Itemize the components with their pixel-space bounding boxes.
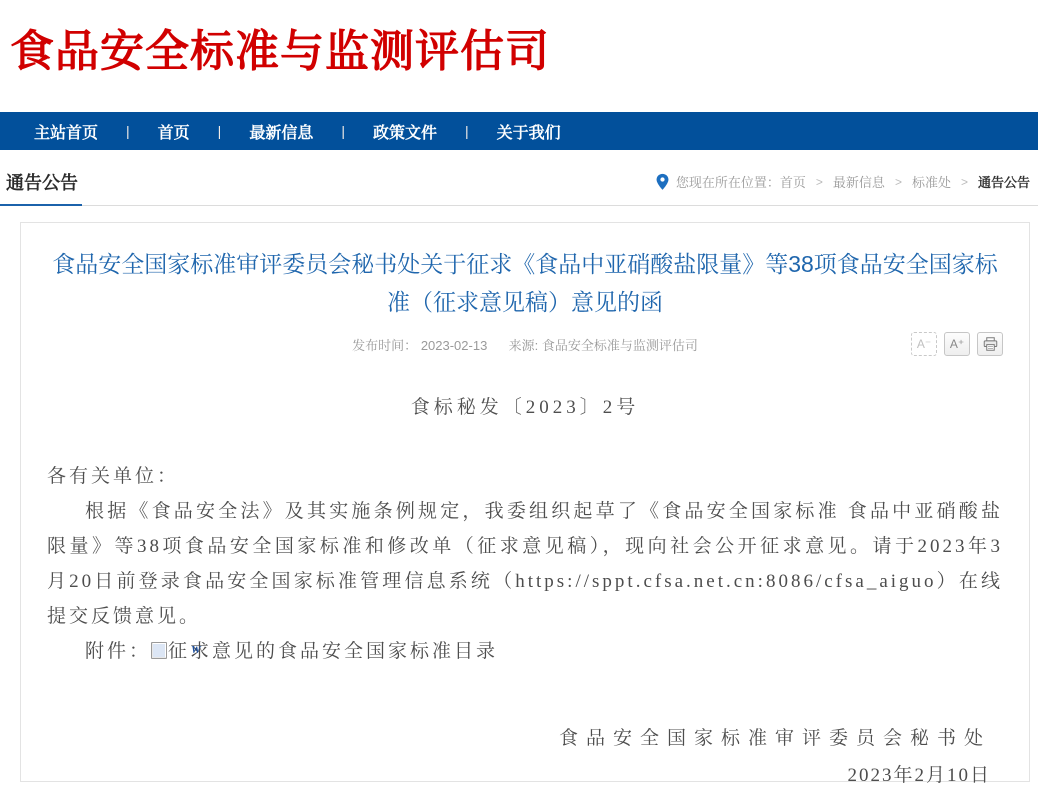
breadcrumb-latest-news[interactable]: 最新信息 <box>832 175 885 190</box>
article-meta <box>45 334 1005 358</box>
signature-block <box>47 721 1003 793</box>
breadcrumb-bar <box>0 150 1038 206</box>
nav-item-home[interactable]: 首页 <box>157 124 190 142</box>
nav-item-main-home[interactable]: 主站首页 <box>34 124 99 142</box>
paragraph: 根据《食品安全法》及其实施条例规定，我委组织起草了《食品安全国家标准 食品中亚硝酸盐限量》等38项食品安全国家标准和修改单（征求意见稿），现向社会公开征求意见。请于2023年3月20日前登录食品安全国家标准管理信息系统（https://sppt.cfsa.net.cn:8086/cfsa_aiguo）在线提交反馈意见。 <box>47 501 1003 627</box>
publish-time-label: 发布时间： <box>352 338 418 353</box>
breadcrumb-separator: > <box>894 174 902 189</box>
document-number: 食标秘发〔2023〕2号 <box>410 397 640 418</box>
attachment-label: 附件： <box>85 641 152 662</box>
nav-separator: | <box>341 123 345 139</box>
nav-item-about-us[interactable]: 关于我们 <box>496 124 561 142</box>
location-label: 您现在所在位置： <box>675 175 780 190</box>
breadcrumb-separator: > <box>815 174 823 189</box>
breadcrumb-home[interactable]: 首页 <box>779 175 806 190</box>
nav-separator: | <box>464 123 469 139</box>
salutation: 各有关单位： <box>47 466 180 487</box>
article-title: 食品安全国家标准审评委员会秘书处关于征求《食品中亚硝酸盐限量》等38项食品安全国家标准（征求意见稿）意见的函 <box>52 251 998 315</box>
main-nav <box>0 112 1038 150</box>
breadcrumb-standards-office[interactable]: 标准处 <box>911 175 951 190</box>
signature-date: 2023年2月10日 <box>847 765 991 786</box>
publish-time: 2023-02-13 <box>420 338 488 353</box>
signature: 食品安全国家标准审评委员会秘书处 <box>558 728 991 749</box>
nav-item-latest-news[interactable]: 最新信息 <box>249 124 314 142</box>
breadcrumb-separator: > <box>960 174 968 189</box>
location-pin-icon <box>655 173 670 191</box>
print-button[interactable] <box>977 332 1003 356</box>
nav-separator: | <box>126 123 130 139</box>
breadcrumb <box>655 172 1038 205</box>
site-title: 食品安全标准与监测评估司 <box>10 27 550 76</box>
nav-item-policy-docs[interactable]: 政策文件 <box>372 124 437 142</box>
breadcrumb-current: 通告公告 <box>977 175 1030 190</box>
article-body <box>45 459 1005 793</box>
font-increase-button[interactable]: A⁺ <box>944 332 970 356</box>
article-container <box>20 222 1030 786</box>
nav-separator: | <box>217 123 222 139</box>
attachment-link[interactable]: 征求意见的食品安全国家标准目录 <box>168 641 499 662</box>
source-label: 来源: <box>508 338 539 353</box>
attachment-line <box>47 634 1003 669</box>
print-icon <box>983 337 998 351</box>
article-toolbar <box>911 332 1003 356</box>
word-doc-icon <box>151 642 167 659</box>
site-header <box>0 0 1038 112</box>
section-title: 通告公告 <box>0 169 82 206</box>
source-value: 食品安全标准与监测评估司 <box>541 338 698 353</box>
font-decrease-button[interactable]: A⁻ <box>911 332 937 356</box>
